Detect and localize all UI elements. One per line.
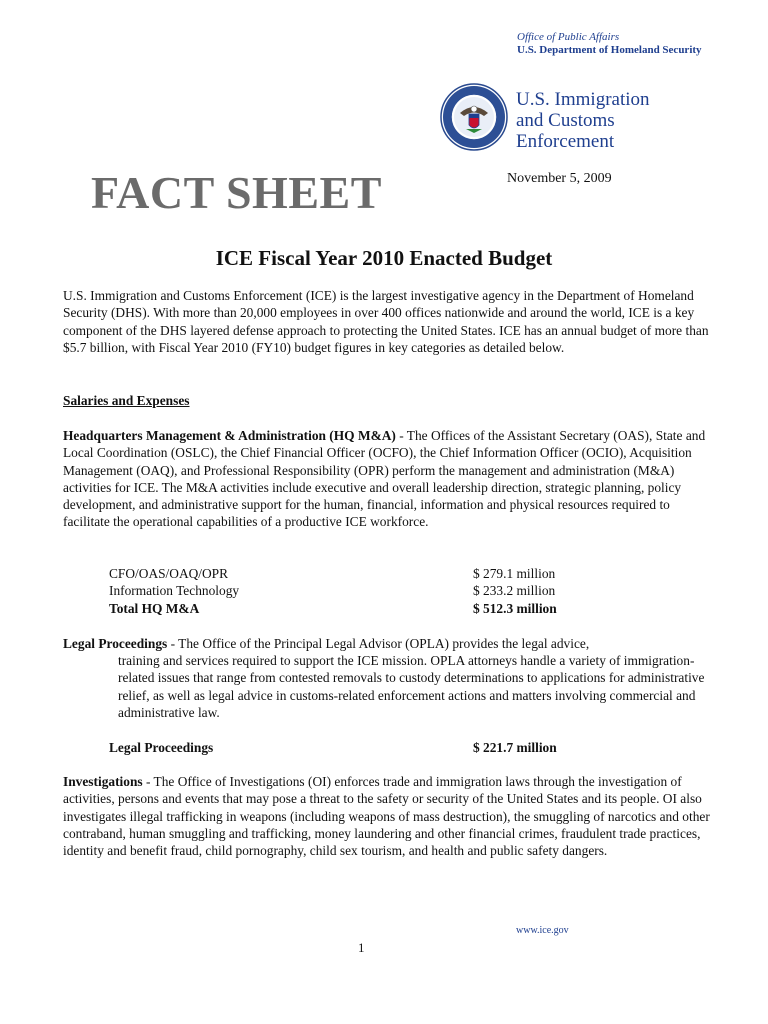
agency-line-1: U.S. Immigration <box>516 89 650 110</box>
budget-row-label: CFO/OAS/OAQ/OPR <box>109 566 229 581</box>
budget-row-amount: $ 233.2 million <box>473 583 556 598</box>
office-label: Office of Public Affairs <box>517 31 620 43</box>
legal-first-line <box>63 635 711 652</box>
department-label: U.S. Department of Homeland Security <box>517 44 702 56</box>
footer-url[interactable]: www.ice.gov <box>516 925 569 936</box>
budget-row-amount: $ 221.7 million <box>473 740 557 755</box>
legal-heading: Legal Proceedings <box>63 636 168 651</box>
hq-text: - The Offices of the Assistant Secretary (OAS), State and Local Coordination (OSLC), the Chief Financial Officer (OCFO), the Chief Information Officer (OCIO), Acquisition Management (OAQ), and Professional Responsibility (OPR) perform the management and administration (M&A) activities for ICE. The M&A activities include executive and overall leadership direction, strategic planning, policy development, and administrative support for the human, financial, information and physical resources required to facilitate the operational capabilities of a productive ICE workforce. <box>63 428 706 530</box>
salaries-heading-block <box>63 392 711 409</box>
budget-row-label: Total HQ M&A <box>109 601 200 616</box>
agency-line-2: and Customs <box>516 110 615 131</box>
legal-text-first: - The Office of the Principal Legal Advisor (OPLA) provides the legal advice, <box>167 636 590 651</box>
agency-line-3: Enforcement <box>516 131 615 152</box>
hq-heading: Headquarters Management & Administration (HQ M&A) <box>63 428 396 443</box>
budget-row-amount: $ 512.3 million <box>473 601 557 616</box>
intro-paragraph: U.S. Immigration and Customs Enforcement (ICE) is the largest investigative agency in the Department of Homeland Security (DHS). With more than 20,000 employees in over 400 offices nationwide and around the world, ICE is a key component of the DHS layered defense approach to protecting the United States. ICE has an annual budget of more than $5.7 billion, with Fiscal Year 2010 (FY10) budget figures in key categories as detailed below. <box>63 288 709 355</box>
investigations-text: - The Office of Investigations (OI) enforces trade and immigration laws through the investigation of activities, persons and events that may pose a threat to the safety or security of the United States and its people. OI also investigates illegal trafficking in weapons (including weapons of mass destruction), the smuggling of narcotics and other contraband, human smuggling and trafficking, money laundering and other financial crimes, fraudulent trade practices, identity and benefit fraud, child pornography, child sex tourism, and health and public safety dangers. <box>63 774 710 859</box>
investigations-paragraph <box>63 773 711 859</box>
document-title: ICE Fiscal Year 2010 Enacted Budget <box>215 246 553 270</box>
hq-paragraph <box>63 427 711 531</box>
fact-sheet-heading: FACT SHEET <box>91 167 382 218</box>
agency-name <box>516 89 650 152</box>
page-number: 1 <box>358 940 365 955</box>
dhs-seal-icon <box>440 83 508 151</box>
budget-row-label: Information Technology <box>109 583 240 598</box>
budget-row-label: Legal Proceedings <box>109 740 214 755</box>
salaries-heading: Salaries and Expenses <box>63 393 190 408</box>
document-date: November 5, 2009 <box>507 171 612 186</box>
investigations-heading: Investigations <box>63 774 143 789</box>
legal-paragraph-rest: training and services required to support the ICE mission. OPLA attorneys handle a variety of immigration-related issues that range from contested removals to custody determinations to applications for administrative relief, as well as legal advice in customs-related enforcement actions and matters involving commercial and administrative law. <box>118 653 705 720</box>
budget-row-amount: $ 279.1 million <box>473 566 556 581</box>
